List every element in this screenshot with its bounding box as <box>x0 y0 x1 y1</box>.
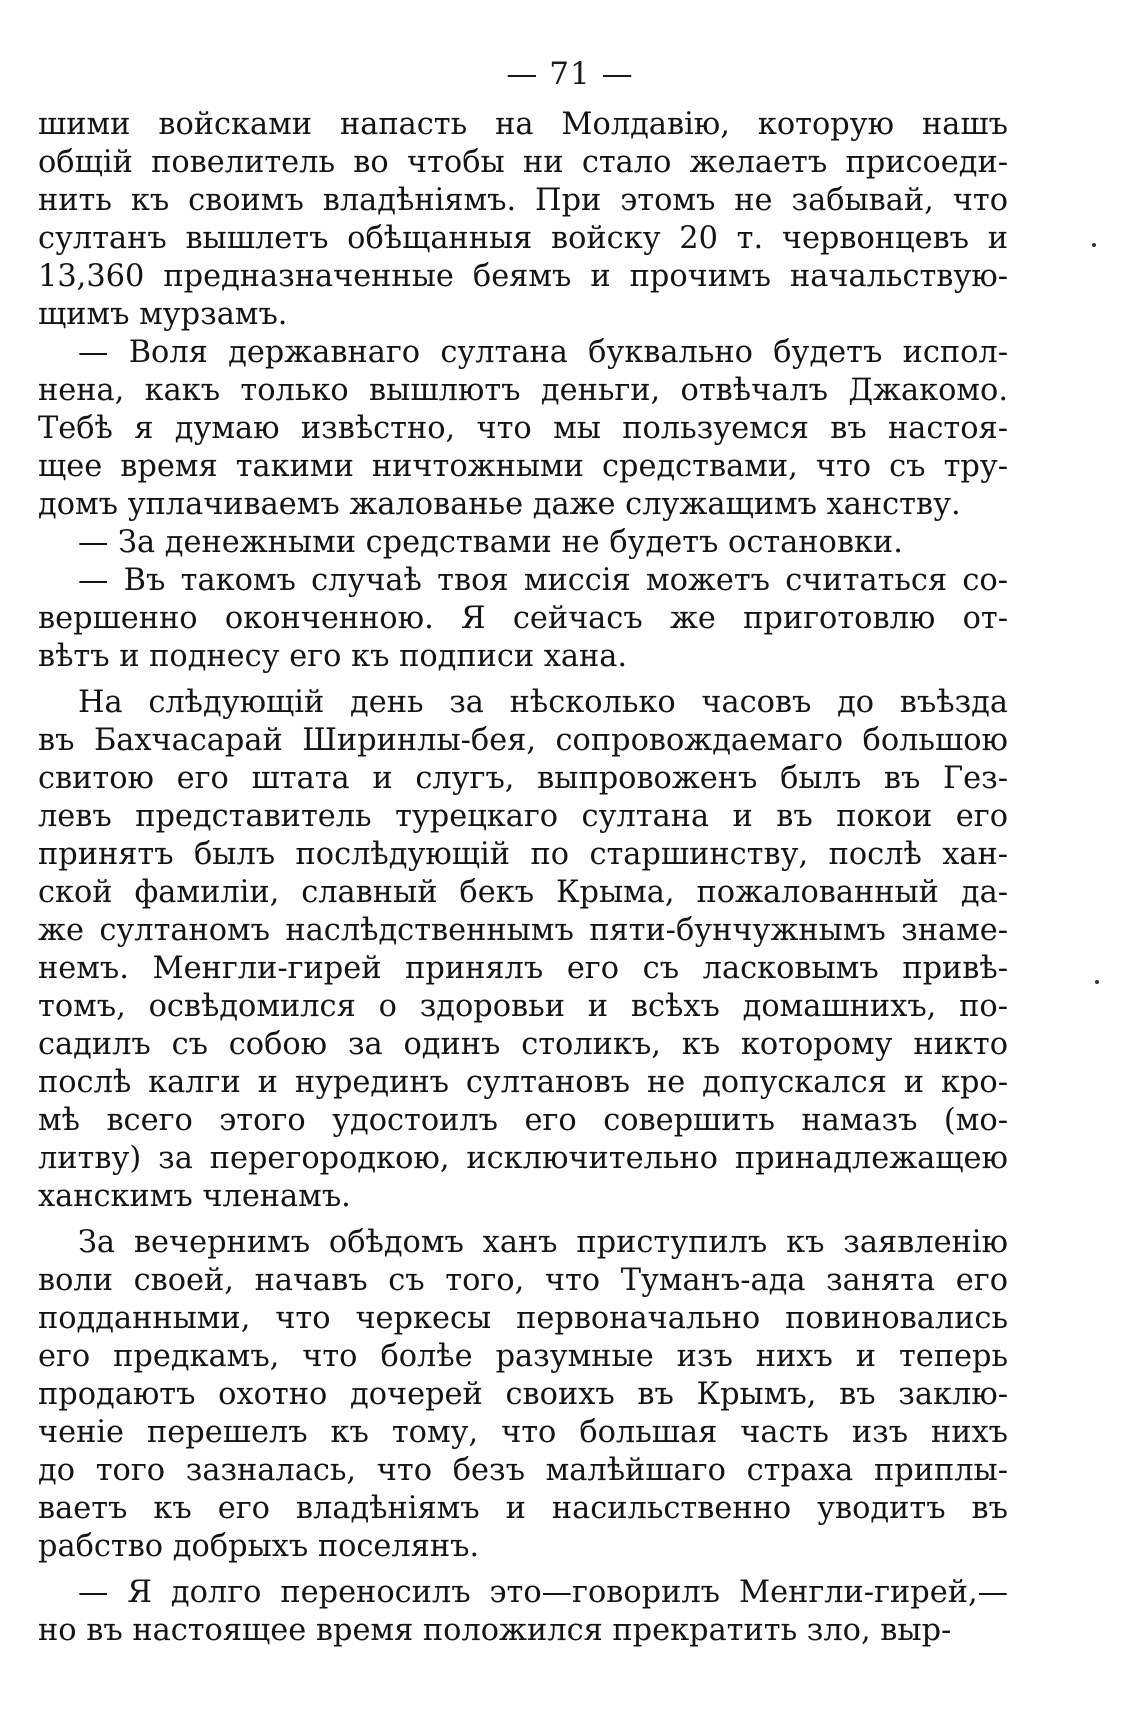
text-line: Тебѣ я думаю извѣстно, что мы пользуемся въ настоя- <box>38 411 1008 446</box>
paragraph <box>38 524 1008 562</box>
page-number: — 71 — <box>506 56 634 92</box>
text-line: — Воля державнаго султана буквально будетъ испол- <box>78 335 1008 370</box>
text-line: ченіе перешелъ къ тому, что большая часть изъ нихъ <box>38 1415 1008 1450</box>
text-line: щее время такими ничтожными средствами, что съ тру- <box>38 449 1008 484</box>
text-line: — За денежными средствами не будетъ остановки. <box>78 525 903 560</box>
text-line: нена, какъ только вышлютъ деньги, отвѣчалъ Джакомо. <box>38 373 1008 408</box>
text-line: его предкамъ, что болѣе разумные изъ нихъ и теперь <box>38 1339 1008 1374</box>
text-line: подданными, что черкесы первоначально повиновались <box>38 1301 1008 1336</box>
text-line: шими войсками напасть на Молдавію, которую нашъ <box>38 107 1008 142</box>
text-line: левъ представитель турецкаго султана и въ покои его <box>38 799 1008 834</box>
text-line: За вечернимъ обѣдомъ ханъ приступилъ къ заявленію <box>78 1225 1008 1260</box>
text-line: же султаномъ наслѣдственнымъ пяти-бунчужнымъ знаме- <box>38 913 1008 948</box>
paragraph-gap <box>38 1216 1008 1224</box>
text-line: — Въ такомъ случаѣ твоя миссія можетъ считаться со- <box>78 563 1008 598</box>
text-line: ской фамиліи, славный бекъ Крыма, пожалованный да- <box>38 875 1008 910</box>
text-line: садилъ съ собою за одинъ столикъ, къ которому никто <box>38 1027 1008 1062</box>
text-line: ваетъ къ его владѣніямъ и насильственно уводитъ въ <box>38 1491 1008 1526</box>
text-line: мѣ всего этого удостоилъ его совершить намазъ (мо- <box>38 1103 1008 1138</box>
text-line: продаютъ охотно дочерей своихъ въ Крымъ, въ заклю- <box>38 1377 1008 1412</box>
text-line: немъ. Менгли-гирей принялъ его съ ласковымъ привѣ- <box>38 951 1008 986</box>
text-line: литву) за перегородкою, исключительно принадлежащею <box>38 1141 1008 1176</box>
text-line: воли своей, начавъ съ того, что Туманъ-ада занята его <box>38 1263 1008 1298</box>
text-line: до того зазналась, что безъ малѣйшаго страха приплы- <box>38 1453 1008 1488</box>
text-line: томъ, освѣдомился о здоровьи и всѣхъ домашнихъ, по- <box>38 989 1008 1024</box>
text-line: нить къ своимъ владѣніямъ. При этомъ не забывай, что <box>38 183 1008 218</box>
text-line: 13,360 предназначенные беямъ и прочимъ начальствую- <box>38 259 1008 294</box>
text-line: общій повелитель во чтобы ни стало желаетъ присоеди- <box>38 145 1008 180</box>
text-line: принятъ былъ послѣдующій по старшинству, послѣ хан- <box>38 837 1008 872</box>
paragraph <box>38 562 1008 676</box>
text-line: ханскимъ членамъ. <box>38 1179 351 1214</box>
text-line: На слѣдующій день за нѣсколько часовъ до въѣзда <box>78 685 1008 720</box>
text-line: вѣтъ и поднесу его къ подписи хана. <box>38 639 628 674</box>
print-speck <box>1092 243 1096 247</box>
text-line: свитою его штата и слугъ, выпровоженъ былъ въ Гез- <box>38 761 1008 796</box>
text-line: домъ уплачиваемъ жалованье даже служащимъ ханству. <box>38 487 961 522</box>
print-speck <box>1095 980 1099 984</box>
paragraph <box>38 1224 1008 1566</box>
text-line: вершенно оконченною. Я сейчасъ же приготовлю от- <box>38 601 1008 636</box>
paragraph <box>38 1574 1008 1650</box>
paragraph-gap <box>38 1566 1008 1574</box>
paragraph <box>38 106 1008 334</box>
paragraph <box>38 334 1008 524</box>
body-text <box>38 106 1008 1650</box>
text-line: — Я долго переносилъ это—говорилъ Менгли-гирей,— <box>78 1575 1008 1610</box>
text-line: султанъ вышлетъ обѣщанныя войску 20 т. червонцевъ и <box>38 221 1008 256</box>
text-line: рабство добрыхъ поселянъ. <box>38 1529 480 1564</box>
text-line: но въ настоящее время положился прекратить зло, выр- <box>38 1613 952 1648</box>
text-line: послѣ калги и нурединъ султановъ не допускался и кро- <box>38 1065 1008 1100</box>
paragraph <box>38 684 1008 1216</box>
text-line: въ Бахчасарай Ширинлы-бея, сопровождаемаго большою <box>38 723 1008 758</box>
paragraph-gap <box>38 676 1008 684</box>
text-line: щимъ мурзамъ. <box>38 297 288 332</box>
